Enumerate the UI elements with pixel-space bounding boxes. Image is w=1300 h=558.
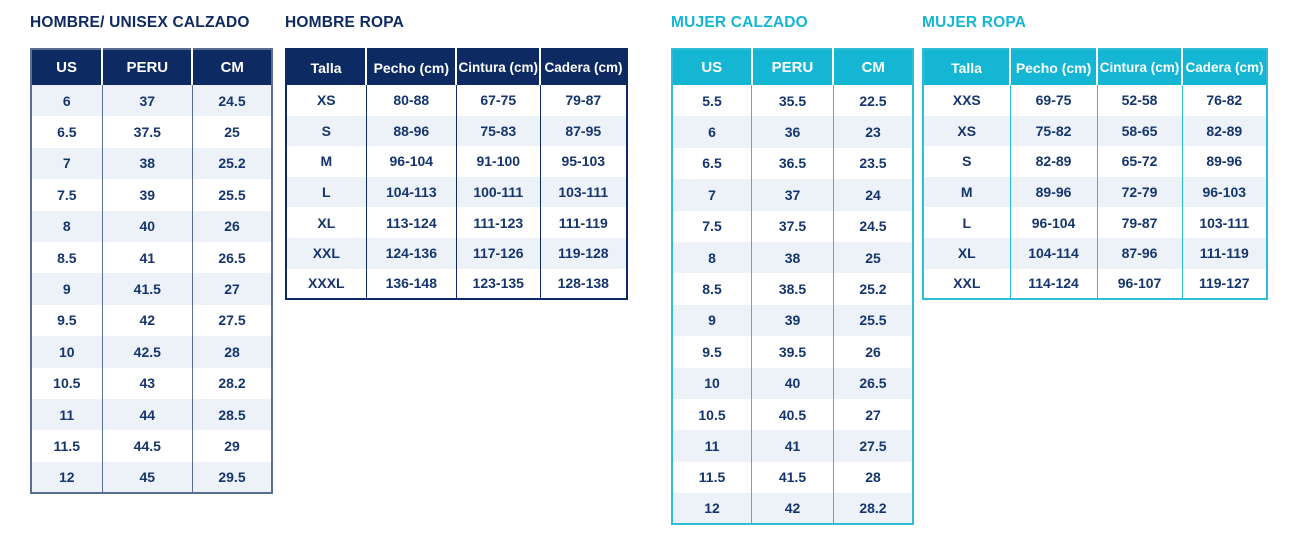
table-cell: L — [923, 207, 1010, 238]
table-cell: 39.5 — [752, 336, 834, 367]
table-cell: 28 — [192, 336, 272, 367]
table-cell: 8 — [31, 211, 102, 242]
table-cell: 39 — [102, 179, 192, 210]
table-cell: 11.5 — [31, 430, 102, 461]
table-cell: 23.5 — [833, 148, 913, 179]
table-row — [286, 207, 627, 238]
table-cell: 25 — [192, 116, 272, 147]
table-cell: 89-96 — [1182, 146, 1267, 177]
table-cell: 43 — [102, 368, 192, 399]
table-cell: XXS — [923, 85, 1010, 116]
table-cell: 6.5 — [31, 116, 102, 147]
table-cell: 128-138 — [540, 269, 627, 300]
table-cell: 38 — [102, 148, 192, 179]
table-cell: 117-126 — [456, 238, 540, 269]
column-header: PERU — [752, 49, 834, 85]
table-cell: 37 — [102, 85, 192, 116]
table-cell: 87-96 — [1097, 238, 1182, 269]
table-cell: 5.5 — [672, 85, 752, 116]
table-row — [923, 146, 1267, 177]
table-cell: 26.5 — [192, 242, 272, 273]
table-cell: 22.5 — [833, 85, 913, 116]
table-cell: 111-119 — [540, 207, 627, 238]
table-cell: 28 — [833, 462, 913, 493]
table-cell: 9 — [672, 305, 752, 336]
column-header: Pecho (cm) — [1010, 49, 1097, 85]
table-row — [923, 116, 1267, 147]
table-cell: 96-104 — [1010, 207, 1097, 238]
table-cell: 114-124 — [1010, 269, 1097, 300]
table-row — [31, 462, 272, 493]
table-row — [672, 211, 913, 242]
table-row — [672, 179, 913, 210]
header-row — [286, 49, 627, 85]
table-title-mujer-calzado: MUJER CALZADO — [671, 14, 808, 31]
table-cell: 24.5 — [192, 85, 272, 116]
size-table-hombre-ropa — [285, 48, 628, 300]
table-cell: 28.2 — [833, 493, 913, 524]
size-table-mujer-ropa — [922, 48, 1268, 300]
column-header: Pecho (cm) — [366, 49, 456, 85]
table-row — [672, 493, 913, 524]
table-cell: 124-136 — [366, 238, 456, 269]
table-cell: 103-111 — [1182, 207, 1267, 238]
column-header: CM — [192, 49, 272, 85]
table-cell: 9.5 — [31, 305, 102, 336]
table-cell: 8.5 — [672, 273, 752, 304]
table-row — [672, 242, 913, 273]
table-row — [923, 177, 1267, 208]
table-row — [31, 368, 272, 399]
table-section-mujer-ropa — [922, 13, 1268, 300]
table-row — [31, 242, 272, 273]
table-cell: 24.5 — [833, 211, 913, 242]
table-cell: 10 — [672, 368, 752, 399]
table-cell: 29.5 — [192, 462, 272, 493]
table-cell: 27 — [833, 399, 913, 430]
table-cell: XL — [923, 238, 1010, 269]
table-cell: 42 — [102, 305, 192, 336]
table-cell: 119-128 — [540, 238, 627, 269]
table-cell: 91-100 — [456, 146, 540, 177]
table-row — [923, 269, 1267, 300]
table-cell: 7.5 — [672, 211, 752, 242]
table-cell: 42.5 — [102, 336, 192, 367]
table-cell: XS — [286, 85, 366, 116]
table-cell: 7 — [31, 148, 102, 179]
column-header: Cadera (cm) — [540, 49, 627, 85]
table-cell: 113-124 — [366, 207, 456, 238]
table-cell: 95-103 — [540, 146, 627, 177]
table-cell: 28.2 — [192, 368, 272, 399]
size-table-hombre-unisex-calzado — [30, 48, 273, 494]
table-row — [923, 238, 1267, 269]
table-cell: 9 — [31, 273, 102, 304]
table-cell: 44 — [102, 399, 192, 430]
column-header: PERU — [102, 49, 192, 85]
table-cell: 80-88 — [366, 85, 456, 116]
table-row — [31, 148, 272, 179]
table-cell: 26 — [192, 211, 272, 242]
table-row — [31, 211, 272, 242]
table-cell: 9.5 — [672, 336, 752, 367]
table-row — [31, 336, 272, 367]
table-header — [672, 49, 913, 85]
column-header: CM — [833, 49, 913, 85]
table-row — [286, 116, 627, 147]
table-cell: 111-119 — [1182, 238, 1267, 269]
table-cell: 38.5 — [752, 273, 834, 304]
table-cell: 25 — [833, 242, 913, 273]
table-cell: 24 — [833, 179, 913, 210]
table-cell: 82-89 — [1010, 146, 1097, 177]
table-title-hombre-unisex-calzado: HOMBRE/ UNISEX CALZADO — [30, 14, 250, 31]
size-table-mujer-calzado — [671, 48, 914, 525]
table-cell: 72-79 — [1097, 177, 1182, 208]
table-cell: 27.5 — [192, 305, 272, 336]
table-cell: 123-135 — [456, 269, 540, 300]
table-cell: 38 — [752, 242, 834, 273]
table-cell: 87-95 — [540, 116, 627, 147]
table-row — [672, 368, 913, 399]
table-cell: 75-82 — [1010, 116, 1097, 147]
table-cell: L — [286, 177, 366, 208]
table-cell: 41.5 — [102, 273, 192, 304]
table-cell: XL — [286, 207, 366, 238]
table-cell: 25.2 — [833, 273, 913, 304]
table-row — [31, 179, 272, 210]
header-row — [31, 49, 272, 85]
table-cell: 37 — [752, 179, 834, 210]
table-row — [672, 430, 913, 461]
table-cell: 23 — [833, 116, 913, 147]
table-cell: 104-114 — [1010, 238, 1097, 269]
table-cell: 29 — [192, 430, 272, 461]
table-cell: 26.5 — [833, 368, 913, 399]
table-row — [672, 305, 913, 336]
table-cell: 88-96 — [366, 116, 456, 147]
table-cell: 11 — [31, 399, 102, 430]
table-cell: 111-123 — [456, 207, 540, 238]
table-cell: 40 — [752, 368, 834, 399]
table-cell: 11.5 — [672, 462, 752, 493]
table-cell: 6 — [672, 116, 752, 147]
table-cell: 28.5 — [192, 399, 272, 430]
table-cell: 136-148 — [366, 269, 456, 300]
table-cell: 79-87 — [1097, 207, 1182, 238]
table-body — [672, 85, 913, 524]
table-section-mujer-calzado — [671, 13, 914, 525]
table-cell: 7 — [672, 179, 752, 210]
table-cell: S — [286, 116, 366, 147]
table-cell: 35.5 — [752, 85, 834, 116]
column-header: US — [31, 49, 102, 85]
table-cell: 11 — [672, 430, 752, 461]
table-cell: M — [286, 146, 366, 177]
table-cell: 41.5 — [752, 462, 834, 493]
table-row — [286, 146, 627, 177]
table-cell: 45 — [102, 462, 192, 493]
table-cell: 37.5 — [102, 116, 192, 147]
table-row — [31, 305, 272, 336]
table-header — [286, 49, 627, 85]
table-cell: 65-72 — [1097, 146, 1182, 177]
table-row — [923, 85, 1267, 116]
table-row — [286, 269, 627, 300]
table-cell: 67-75 — [456, 85, 540, 116]
table-title-hombre-ropa: HOMBRE ROPA — [285, 14, 405, 31]
table-cell: 37.5 — [752, 211, 834, 242]
table-cell: 40.5 — [752, 399, 834, 430]
table-cell: 41 — [752, 430, 834, 461]
table-cell: 58-65 — [1097, 116, 1182, 147]
table-body — [286, 85, 627, 299]
header-row — [672, 49, 913, 85]
table-cell: 6 — [31, 85, 102, 116]
table-row — [672, 85, 913, 116]
table-cell: 40 — [102, 211, 192, 242]
table-cell: 12 — [31, 462, 102, 493]
table-row — [31, 430, 272, 461]
table-row — [672, 116, 913, 147]
header-row — [923, 49, 1267, 85]
table-row — [672, 273, 913, 304]
table-cell: 76-82 — [1182, 85, 1267, 116]
table-cell: 12 — [672, 493, 752, 524]
table-row — [31, 399, 272, 430]
table-cell: 75-83 — [456, 116, 540, 147]
table-cell: 82-89 — [1182, 116, 1267, 147]
table-cell: 52-58 — [1097, 85, 1182, 116]
table-cell: 96-107 — [1097, 269, 1182, 300]
table-cell: 7.5 — [31, 179, 102, 210]
table-cell: 25.2 — [192, 148, 272, 179]
table-cell: 36 — [752, 116, 834, 147]
table-cell: 44.5 — [102, 430, 192, 461]
table-section-hombre-ropa — [285, 13, 628, 300]
column-header: Cintura (cm) — [456, 49, 540, 85]
table-cell: 39 — [752, 305, 834, 336]
table-row — [672, 148, 913, 179]
table-cell: 27.5 — [833, 430, 913, 461]
table-cell: 96-103 — [1182, 177, 1267, 208]
table-cell: 10.5 — [672, 399, 752, 430]
table-cell: 6.5 — [672, 148, 752, 179]
table-cell: 27 — [192, 273, 272, 304]
column-header: Cintura (cm) — [1097, 49, 1182, 85]
table-cell: 42 — [752, 493, 834, 524]
table-title-mujer-ropa: MUJER ROPA — [922, 14, 1027, 31]
table-cell: 36.5 — [752, 148, 834, 179]
column-header: Talla — [923, 49, 1010, 85]
table-cell: S — [923, 146, 1010, 177]
table-cell: 41 — [102, 242, 192, 273]
table-cell: 25.5 — [192, 179, 272, 210]
column-header: Cadera (cm) — [1182, 49, 1267, 85]
table-cell: 26 — [833, 336, 913, 367]
table-row — [672, 336, 913, 367]
table-header — [923, 49, 1267, 85]
table-section-hombre-unisex-calzado — [30, 13, 273, 494]
table-body — [31, 85, 272, 493]
table-header — [31, 49, 272, 85]
table-cell: XXL — [923, 269, 1010, 300]
column-header: Talla — [286, 49, 366, 85]
table-cell: 100-111 — [456, 177, 540, 208]
table-cell: 10 — [31, 336, 102, 367]
table-row — [672, 462, 913, 493]
table-row — [286, 238, 627, 269]
table-cell: 104-113 — [366, 177, 456, 208]
table-row — [31, 85, 272, 116]
table-cell: XS — [923, 116, 1010, 147]
table-cell: 25.5 — [833, 305, 913, 336]
table-cell: XXL — [286, 238, 366, 269]
table-row — [923, 207, 1267, 238]
table-cell: 8.5 — [31, 242, 102, 273]
table-cell: 69-75 — [1010, 85, 1097, 116]
table-row — [31, 273, 272, 304]
table-row — [672, 399, 913, 430]
table-body — [923, 85, 1267, 299]
table-row — [286, 85, 627, 116]
table-cell: 8 — [672, 242, 752, 273]
table-cell: M — [923, 177, 1010, 208]
table-cell: 79-87 — [540, 85, 627, 116]
table-cell: XXXL — [286, 269, 366, 300]
table-cell: 119-127 — [1182, 269, 1267, 300]
table-cell: 89-96 — [1010, 177, 1097, 208]
table-row — [286, 177, 627, 208]
column-header: US — [672, 49, 752, 85]
table-row — [31, 116, 272, 147]
table-cell: 10.5 — [31, 368, 102, 399]
table-cell: 96-104 — [366, 146, 456, 177]
table-cell: 103-111 — [540, 177, 627, 208]
